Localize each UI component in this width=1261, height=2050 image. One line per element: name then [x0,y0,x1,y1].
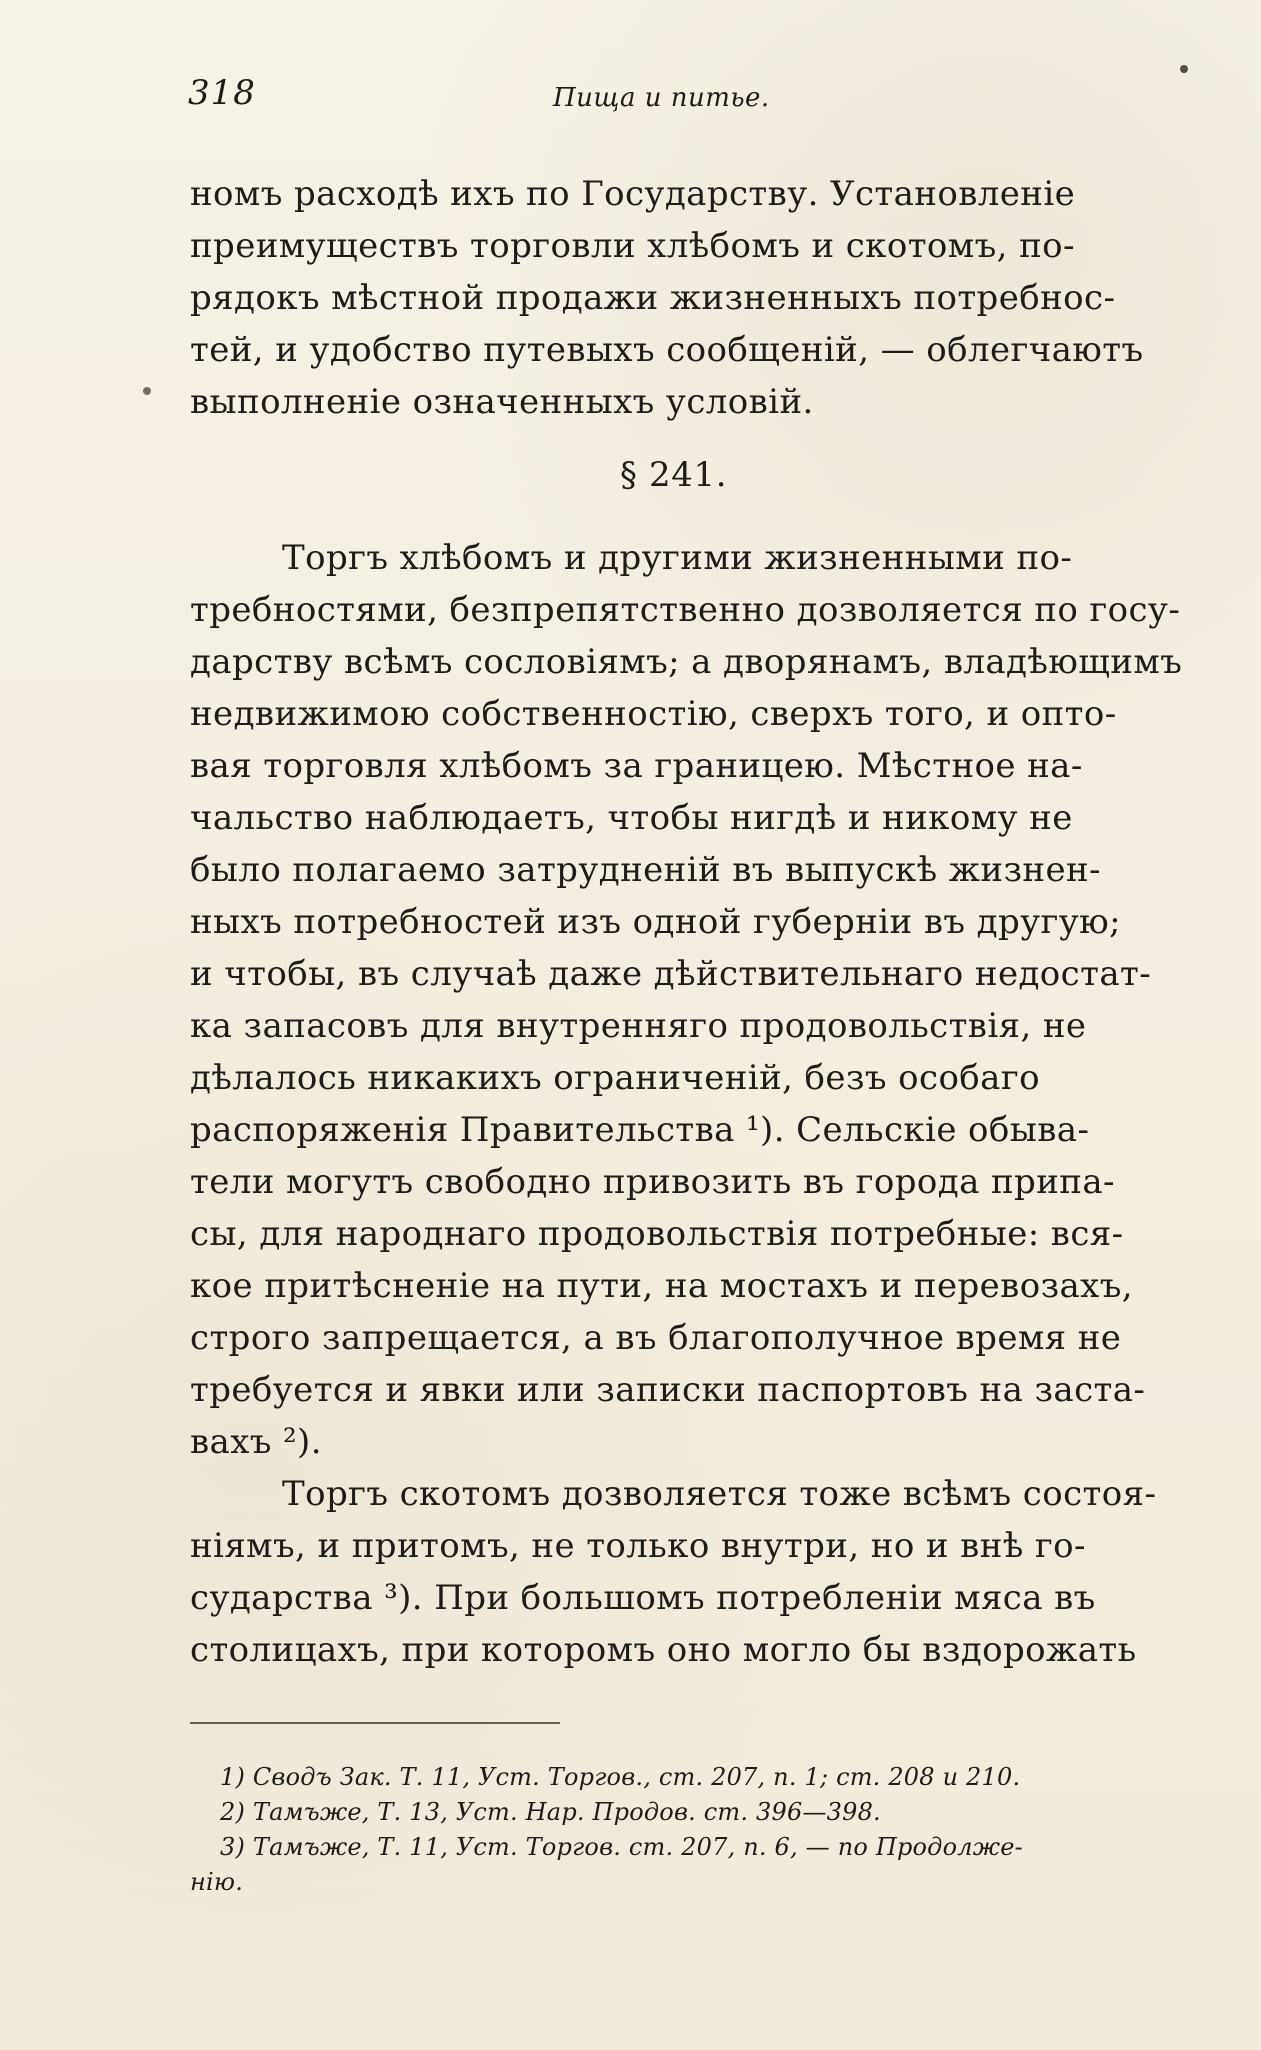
text-line-22: требуется и явки или записки паспортовъ на заста- [190,1370,1146,1410]
text-line-2: преимуществъ торговли хлѣбомъ и скотомъ, по- [190,226,1075,266]
footnote-2: 2) Тамъже, Т. 13, Уст. Нар. Продов. ст. 396—398. [220,1798,881,1826]
text-line-27: столицахъ, при которомъ оно могло бы вздорожать [190,1630,1137,1670]
footnote-rule [190,1722,560,1724]
text-line-8: дарству всѣмъ сословіямъ; а дворянамъ, владѣющимъ [190,642,1183,682]
main-text [190,168,1194,1676]
header-dot-mark [1180,65,1188,73]
text-line-20: кое притѣсненіе на пути, на мостахъ и перевозахъ, [190,1266,1133,1306]
text-line-25: ніямъ, и притомъ, не только внутри, но и внѣ го- [190,1526,1086,1566]
text-line-13: ныхъ потребностей изъ одной губерніи въ другую; [190,902,1121,942]
text-line-24: Торгъ скотомъ дозволяется тоже всѣмъ состоя- [282,1474,1157,1514]
text-line-7: требностями, безпрепятственно дозволяется по госу- [190,590,1181,630]
text-line-6: Торгъ хлѣбомъ и другими жизненными по- [282,538,1073,578]
text-line-18: тели могутъ свободно привозить въ города припа- [190,1162,1115,1202]
text-line-5: выполненіе означенныхъ условій. [190,382,814,422]
margin-dot-mark [143,387,151,395]
text-line-26: сударства ³). При большомъ потребленіи мяса въ [190,1578,1096,1618]
text-line-4: тей, и удобство путевыхъ сообщеній, — облегчаютъ [190,330,1144,370]
footnote-1: 1) Сводъ Зак. Т. 11, Уст. Торгов., ст. 207, п. 1; ст. 208 и 210. [220,1763,1021,1791]
page-header [188,73,1188,123]
text-line-23: вахъ ²). [190,1422,322,1462]
footnote-3: 3) Тамъже, Т. 11, Уст. Торгов. ст. 207, п. 6, — по Продолже- [220,1833,1023,1861]
page-number: 318 [188,73,256,113]
text-line-14: и чтобы, въ случаѣ даже дѣйствительнаго недостат- [190,954,1152,994]
text-line-11: чальство наблюдаетъ, чтобы нигдѣ и никому не [190,798,1073,838]
text-line-21: строго запрещается, а въ благополучное время не [190,1318,1122,1358]
text-line-3: рядокъ мѣстной продажи жизненныхъ потребнос- [190,278,1116,318]
text-line-19: сы, для народнаго продовольствія потребные: вся- [190,1214,1124,1254]
text-line-9: недвижимою собственностію, сверхъ того, и опто- [190,694,1117,734]
footnote-3-continuation: нію. [190,1868,244,1896]
section-number: § 241. [620,455,728,495]
text-line-1: номъ расходѣ ихъ по Государству. Установленіе [190,174,1076,214]
footnotes [190,1760,1180,1900]
text-line-10: вая торговля хлѣбомъ за границею. Мѣстное на- [190,746,1083,786]
text-line-16: дѣлалось никакихъ ограниченій, безъ особаго [190,1058,1040,1098]
running-head: Пища и питье. [553,83,770,113]
text-line-17: распоряженія Правительства ¹). Сельскіе обыва- [190,1110,1090,1150]
text-line-12: было полагаемо затрудненій въ выпускѣ жизнен- [190,850,1101,890]
text-line-15: ка запасовъ для внутренняго продовольствія, не [190,1006,1087,1046]
